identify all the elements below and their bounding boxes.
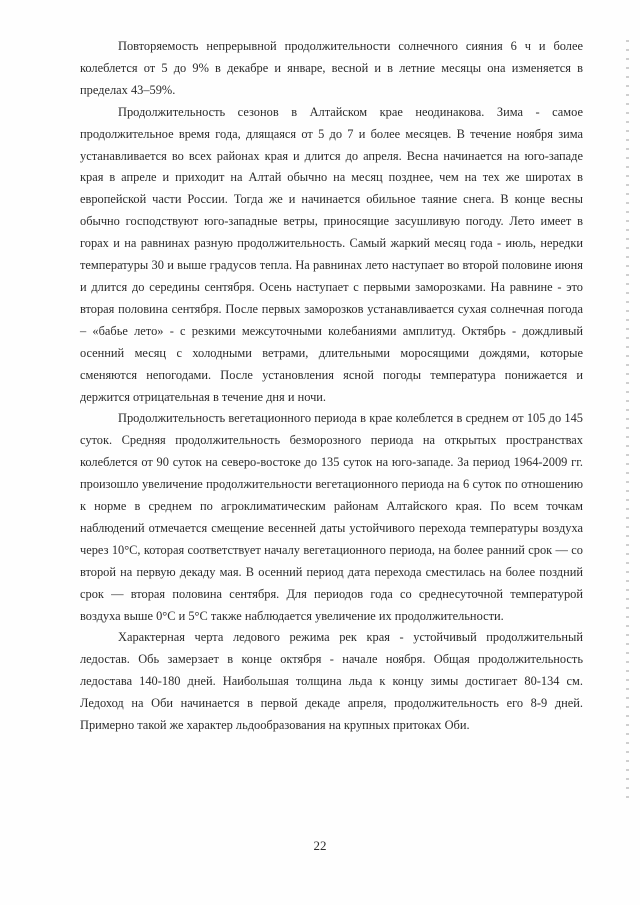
scan-edge-artifact (626, 40, 629, 800)
document-body (80, 36, 583, 737)
paragraph-sunshine: Повторяемость непрерывной продолжительности солнечного сияния 6 ч и более колеблется от 5 до 9% в декабре и январе, весной и в летние месяцы она изменяется в пределах 43–59%. (80, 39, 583, 97)
paragraph-vegetation-period: Продолжительность вегетационного периода в крае колеблется в среднем от 105 до 145 суток. Средняя продолжительность безморозного периода на открытых пространствах колеблется от 90 суток на северо-востоке до 135 суток на юго-западе. За период 1964-2009 гг. произошло увеличение продолжительности вегетационного периода на 6 суток по отношению к норме в среднем по агроклиматическим районам Алтайского края. По всем точкам наблюдений отмечается смещение весенней даты устойчивого перехода температуры воздуха через 10°С, которая соответствует началу вегетационного периода, на более ранний срок — со второй на первую декаду мая. В осенний период дата перехода сместилась на более поздний срок — вторая половина сентября. Для периодов года со среднесуточной температурой воздуха выше 0°С и 5°С также наблюдается увеличение их продолжительности. (80, 411, 583, 623)
paragraph-seasons: Продолжительность сезонов в Алтайском крае неодинакова. Зима - самое продолжительное время года, длящаяся от 5 до 7 и более месяцев. В течение ноября зима устанавливается во всех районах края и длится до апреля. Весна начинается на юго-западе края в апреле и приходит на Алтай обычно на месяц позднее, чем на тех же широтах в европейской части России. Тогда же и начинается обильное таяние снега. В конце весны обычно господствуют юго-западные ветры, приносящие засушливую погоду. Лето имеет в горах и на равнинах разную продолжительность. Самый жаркий месяц года - июль, нередки температуры 30 и выше градусов тепла. На равнинах лето наступает во второй половине июня и длится до середины сентября. Осень наступает с первыми заморозками. На равнине - это вторая половина сентября. После первых заморозков устанавливается сухая солнечная погода – «бабье лето» - с резкими межсуточными колебаниями амплитуд. Октябрь - дождливый осенний месяц с холодными ветрами, длительными моросящими дождями, которые сменяются непогодами. После установления ясной погоды температура понижается и держится отрицательная в течение дня и ночи. (80, 104, 583, 404)
page-number: 22 (313, 838, 327, 853)
paragraph-ice-regime: Характерная черта ледового режима рек края - устойчивый продолжительный ледостав. Обь замерзает в конце октября - начале ноября. Общая продолжительность ледостава 140-180 дней. Наибольшая толщина льда к концу зимы достигает 80-134 см. Ледоход на Оби начинается в первой декаде апреля, продолжительность его 8-9 дней. Примерно такой же характер льдообразования на крупных притоках Оби. (80, 630, 583, 733)
